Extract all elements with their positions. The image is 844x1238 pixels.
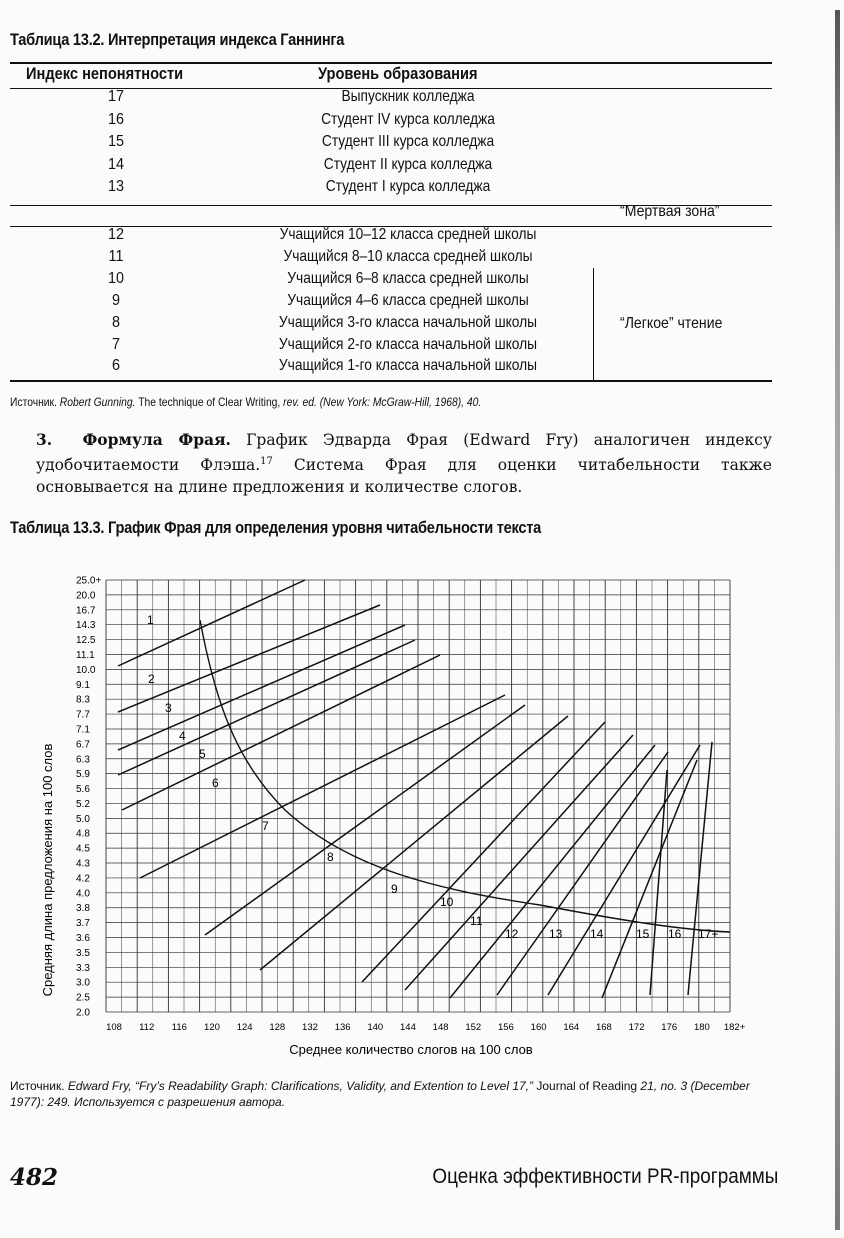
x-tick-label: 144 [400,1022,416,1033]
table1-col-index: Индекс непонятности [26,64,184,83]
school-row-index: 8 [111,313,121,331]
x-tick-label: 124 [236,1022,253,1033]
dead-zone-label: “Мертвая зона” [620,203,720,220]
source-author: Robert Gunning. [59,395,136,409]
x-tick-label: 180 [693,1022,710,1033]
school-row-index: 9 [111,291,121,309]
college-row-index: 15 [107,133,125,150]
x-tick-labels [106,1022,746,1033]
school-row-level: Учащийся 10–12 класса средней школы [279,226,537,243]
table1-caption: Таблица 13.2. Интерпретация индекса Ганнинга [10,30,345,49]
page-number: 482 [10,1164,59,1191]
y-tick-label: 7.7 [76,709,90,721]
fry-paragraph [36,429,772,498]
grade-label: 14 [590,927,604,941]
x-tick-label: 140 [367,1022,384,1033]
source-title: The technique of Clear Writing, [138,395,281,409]
y-tick-label: 25.0+ [76,575,102,587]
grade-line [688,742,712,995]
grade-labels [147,613,718,941]
y-tick-label: 3.7 [76,918,90,930]
source2-text: Edward Fry, “Fry’s Readability Graph: Clarifications, Validity, and Extention to Level 17,” [67,1079,533,1093]
x-tick-label: 160 [530,1022,547,1033]
y-tick-label: 12.5 [76,635,96,647]
x-tick-label: 108 [106,1022,122,1033]
y-tick-label: 6.3 [76,754,90,766]
school-row-index: 11 [108,247,124,265]
y-tick-label: 5.6 [76,784,90,796]
y-tick-label: 4.0 [76,888,90,900]
grade-label: 4 [179,729,186,743]
grade-label: 16 [668,927,682,941]
y-axis-title: Средняя длина предложения на 100 слов [40,743,55,997]
grade-label: 1 [147,613,154,627]
y-tick-label: 7.1 [76,724,90,736]
grade-lines [118,580,712,998]
y-tick-label: 20.0 [76,590,96,602]
y-tick-label: 8.3 [76,694,90,706]
y-tick-label: 3.8 [76,903,90,915]
source2-journal: Journal of Reading [536,1079,638,1093]
school-row-index: 7 [111,335,121,353]
x-tick-label: 132 [302,1022,318,1033]
x-axis-title: Среднее количество слогов на 100 слов [289,1042,533,1057]
grade-label: 8 [327,850,334,864]
paragraph-lead: Формула Фрая. [82,430,231,449]
college-row-level: Студент III курса колледжа [321,133,495,150]
paragraph-text-a: График Эдварда Фрая (Edward Fry) аналогичен индексу удобочитаемости Флэша. [36,431,772,475]
grade-label: 7 [262,819,269,833]
y-tick-label: 3.3 [76,962,90,974]
school-row-level: Учащийся 4–6 класса средней школы [287,291,529,309]
grade-label: 12 [505,927,519,941]
source-rest: rev. ed. (New York: McGraw-Hill, 1968), 40. [283,395,482,409]
college-row-index: 16 [107,110,125,128]
x-tick-label: 168 [595,1022,612,1033]
paragraph-text-b: Система Фрая для оценки читабельности также основывается на длине предложения и количестве слогов. [36,456,772,497]
easy-reading-bracket [593,268,594,380]
grade-label: 13 [549,927,563,941]
y-tick-label: 10.0 [76,664,96,676]
grade-label: 2 [148,672,155,686]
school-row-level: Учащийся 2-го класса начальной школы [278,335,538,353]
x-tick-label: 120 [204,1022,220,1033]
college-row-level: Студент II курса колледжа [323,155,493,173]
grade-line [118,625,405,750]
table1-bottom-rule [10,380,772,382]
college-row-index: 17 [107,88,125,105]
grade-label: 11 [470,914,483,928]
easy-reading-label: “Легкое” чтение [620,315,723,332]
y-tick-label: 5.2 [76,798,90,810]
college-row-level: Выпускник колледжа [341,88,475,105]
x-tick-label: 176 [661,1022,678,1033]
source2-rest: 21, no. 3 (December 1977): 249. Используется с разрешения автора. [10,1079,750,1109]
college-row-index: 14 [107,155,125,173]
chapter-title: Оценка эффективности PR-программы [432,1165,778,1188]
y-tick-label: 11.1 [76,649,95,661]
school-row-level: Учащийся 8–10 класса средней школы [283,247,533,265]
x-tick-label: 182+ [723,1022,746,1033]
school-row-index: 6 [111,357,121,375]
table2-source [10,1078,780,1110]
footnote-ref: 17 [260,456,273,467]
y-tick-label: 3.5 [76,947,90,959]
paragraph-number: 3. [36,430,53,449]
school-row-index: 10 [107,269,125,287]
y-tick-label: 16.7 [76,605,96,617]
y-tick-label: 14.3 [76,620,96,632]
y-tick-label: 4.3 [76,858,90,870]
grade-label: 15 [636,927,650,941]
x-tick-label: 156 [497,1022,514,1033]
table1-source [10,395,481,409]
y-tick-label: 4.5 [76,843,90,855]
grade-label: 6 [212,776,219,790]
y-tick-label: 2.0 [76,1007,90,1019]
grade-label: 10 [440,895,454,909]
college-row-level: Студент I курса колледжа [325,178,491,195]
grade-line [602,760,697,998]
y-tick-labels [76,576,101,1019]
grade-line [405,735,633,990]
grade-line [118,605,380,712]
y-tick-label: 3.0 [76,977,90,989]
college-row-level: Студент IV курса колледжа [321,110,495,128]
grade-label: 3 [165,701,172,715]
grade-line [260,716,568,970]
x-tick-label: 128 [269,1022,286,1033]
y-tick-label: 4.8 [76,828,90,840]
y-tick-label: 2.5 [76,992,90,1004]
grade-line [205,705,525,935]
source-label: Источник. [10,395,57,409]
college-row-index: 13 [107,178,125,195]
x-tick-label: 172 [628,1022,645,1033]
school-row-level: Учащийся 6–8 класса средней школы [287,269,529,287]
grade-line [118,640,415,775]
y-tick-label: 5.9 [76,769,90,781]
x-tick-label: 148 [432,1022,449,1033]
table1-col-level: Уровень образования [318,64,478,83]
source2-label: Источник. [10,1079,65,1093]
y-tick-label: 5.0 [76,813,90,825]
y-tick-label: 4.2 [76,873,90,885]
grade-label: 5 [199,747,206,761]
school-row-level: Учащийся 3-го класса начальной школы [278,313,538,331]
y-tick-label: 6.7 [76,739,90,751]
grade-label: 17+ [698,927,719,941]
school-row-index: 12 [107,226,125,243]
x-tick-label: 152 [465,1022,482,1033]
table2-caption: Таблица 13.3. График Фрая для определения уровня читабельности текста [10,518,542,537]
school-row-level: Учащийся 1-го класса начальной школы [278,357,538,375]
fry-readability-graph [0,560,844,1070]
x-tick-label: 116 [171,1022,187,1033]
y-tick-label: 3.6 [76,933,90,945]
x-tick-label: 136 [334,1022,351,1033]
y-tick-label: 9.1 [76,679,90,691]
x-tick-label: 164 [563,1022,580,1033]
x-tick-label: 112 [139,1022,155,1033]
grade-label: 9 [391,882,398,896]
